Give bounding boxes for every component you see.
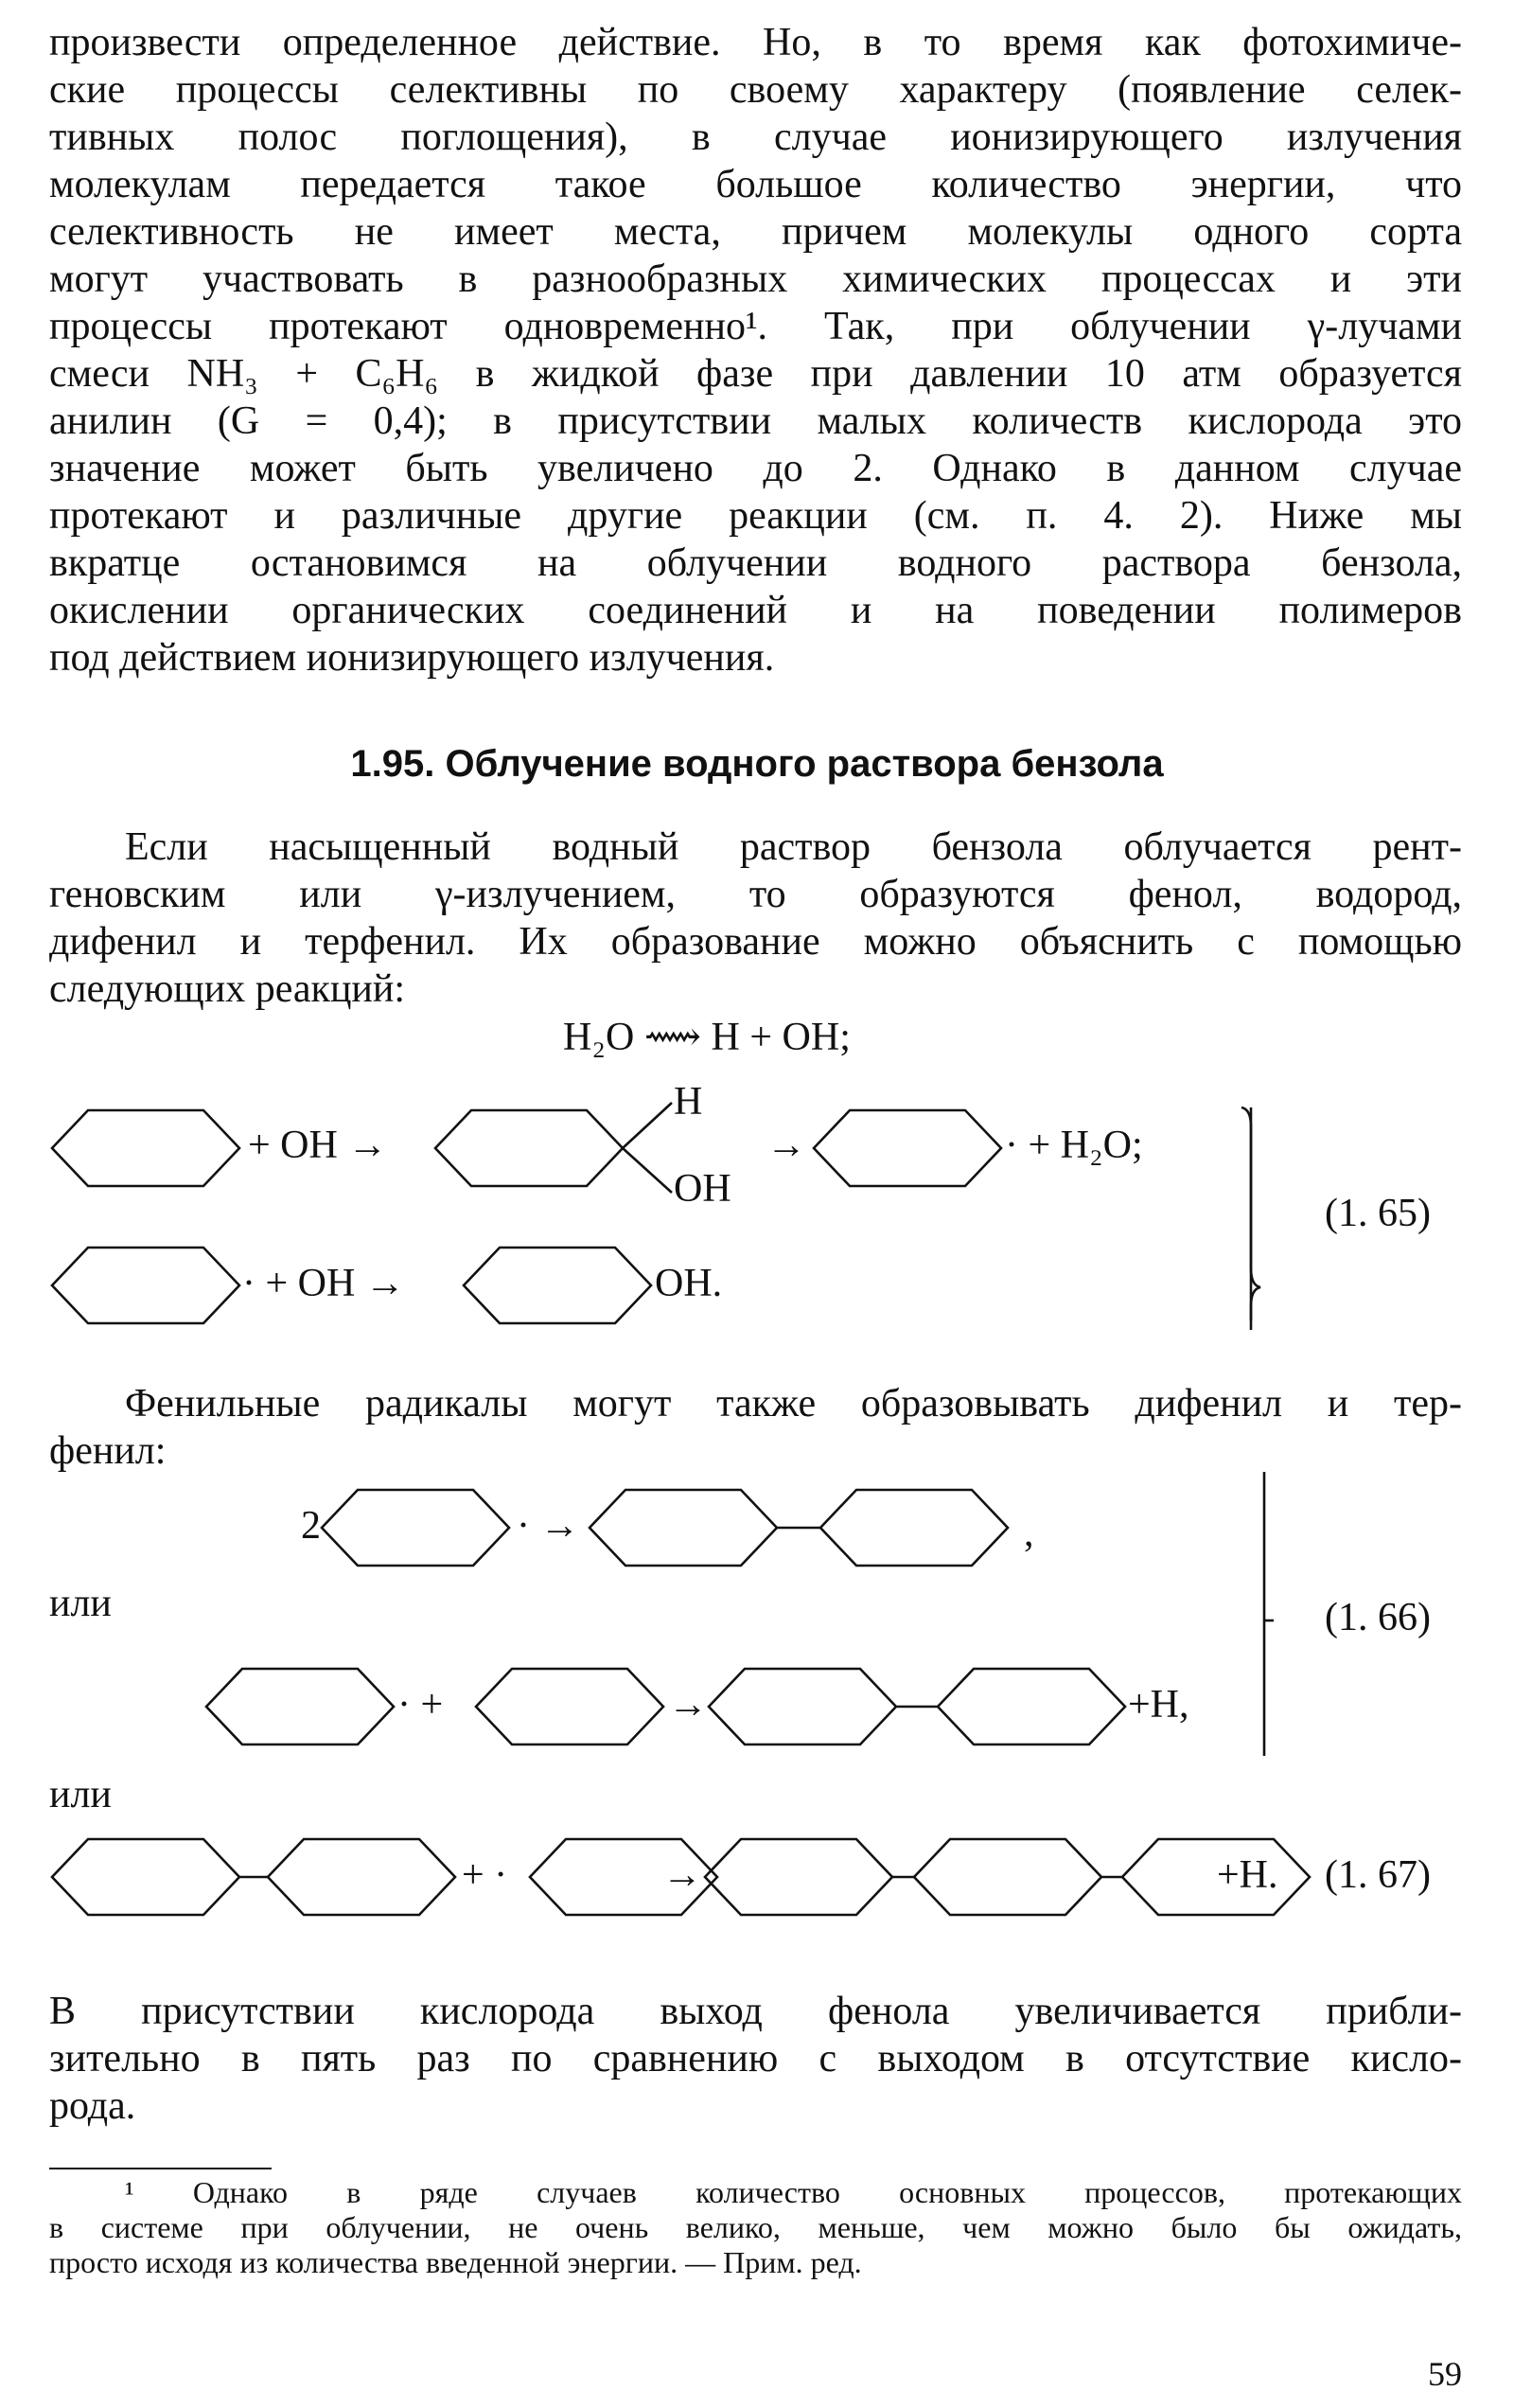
text-line: молекулам передается такое большое количество энергии, что (49, 163, 1462, 206)
biphenyl-ring-1 (52, 1839, 239, 1915)
page-number: 59 (1428, 2355, 1462, 2393)
text-line: дифенил и терфенил. Их образование можно объяснить с помощью (49, 920, 1462, 964)
equation-water-radiolysis: H₂O ⟿ H + OH; (563, 1016, 851, 1059)
eq165-h: H (674, 1080, 703, 1124)
eq165-oh: OH (674, 1167, 731, 1211)
or-word-2: или (49, 1773, 112, 1816)
eq165-phenol-oh: OH. (655, 1262, 723, 1305)
text-line: тивных полос поглощения), в случае ионизирующего излучения (49, 115, 1462, 159)
phenol-ring (464, 1248, 651, 1323)
phenyl-radical-ring (322, 1490, 509, 1566)
text-line: геновским или γ-излучением, то образуются фенол, водород, (49, 873, 1462, 916)
equation-number-1-67: (1. 67) (1325, 1853, 1431, 1897)
text-line: фенил: (49, 1429, 167, 1473)
benzene-ring (476, 1669, 663, 1744)
biphenyl-ring-1 (709, 1669, 896, 1744)
or-word-1: или (49, 1582, 112, 1625)
phenyl-radical-ring (206, 1669, 394, 1744)
phenyl-radical-ring (814, 1110, 1001, 1186)
eq166-arrow: → (668, 1683, 708, 1726)
biphenyl-ring-1 (590, 1490, 777, 1566)
text-line: процессы протекают одновременно¹. Так, при облучении γ-лучами (49, 305, 1462, 348)
text-line: смеси NH₃ + C₆H₆ в жидкой фазе при давлении 10 атм образуется (49, 352, 1462, 396)
footnote (49, 2175, 1462, 2280)
eq165-tail: · + H₂O; (1005, 1124, 1143, 1167)
footnote-divider (49, 2168, 272, 2169)
equation-number-1-65: (1. 65) (1325, 1192, 1431, 1235)
text-line: окислении органических соединений и на поведении полимеров (49, 589, 1462, 632)
benzene-ring (52, 1110, 239, 1186)
eq166-dot-arrow: · → (517, 1504, 580, 1548)
phenyl-radical-ring (52, 1248, 239, 1323)
footnote-line: просто исходя из количества введенной энергии. — Прим. ред. (49, 2245, 862, 2279)
bond-h (623, 1103, 672, 1148)
eq165-plus-oh-2: · + OH → (242, 1262, 405, 1305)
text-line: значение может быть увеличено до 2. Однако в данном случае (49, 447, 1462, 490)
text-line: протекают и различные другие реакции (см. п. 4. 2). Ниже мы (49, 494, 1462, 538)
eq166-comma: , (1024, 1512, 1034, 1555)
text-line: вкратце остановимся на облучении водного раствора бензола, (49, 541, 1462, 585)
text-line: Фенильные радикалы могут также образовывать дифенил и тер- (125, 1382, 1462, 1425)
text-line: Если насыщенный водный раствор бензола облучается рент- (125, 825, 1462, 869)
text-line: анилин (G = 0,4); в присутствии малых количеств кислорода это (49, 399, 1462, 443)
eq166-coefficient: 2 (301, 1504, 321, 1548)
text-line: под действием ионизирующего излучения. (49, 636, 775, 680)
bond-oh (623, 1148, 672, 1193)
text-line: зительно в пять раз по сравнению с выходом в отсутствие кисло- (49, 2037, 1462, 2080)
biphenyl-ring-2 (938, 1669, 1125, 1744)
eq166-tail: +H, (1128, 1683, 1189, 1726)
eq165-arrow: → (766, 1124, 806, 1167)
text-line: В присутствии кислорода выход фенола увеличивается прибли- (49, 1990, 1462, 2033)
biphenyl-ring-2 (268, 1839, 455, 1915)
eq167-tail: +H. (1217, 1853, 1278, 1897)
text-line: могут участвовать в разнообразных химических процессах и эти (49, 257, 1462, 301)
text-line: следующих реакций: (49, 967, 406, 1011)
paragraph-3 (49, 1380, 1462, 1475)
terphenyl-ring-2 (914, 1839, 1101, 1915)
cyclohexadienyl-ring (435, 1110, 623, 1186)
text-line: произвести определенное действие. Но, в то время как фотохимиче- (49, 21, 1462, 64)
eq165-plus-oh: + OH → (248, 1124, 388, 1167)
footnote-line: в системе при облучении, не очень велико, меньше, чем можно было бы ожидать, (49, 2210, 1462, 2244)
section-heading: 1.95. Облучение водного раствора бензола (350, 743, 1164, 785)
paragraph-4 (49, 1988, 1462, 2130)
text-line: селективность не имеет места, причем молекулы одного сорта (49, 210, 1462, 254)
text-line: ские процессы селективны по своему характеру (появление селек- (49, 68, 1462, 112)
terphenyl-ring-3 (1122, 1839, 1310, 1915)
eq167-arrow: → (662, 1853, 702, 1897)
equation-number-1-66: (1. 66) (1325, 1596, 1431, 1639)
text-line: рода. (49, 2084, 136, 2128)
terphenyl-ring-1 (705, 1839, 892, 1915)
biphenyl-ring-2 (820, 1490, 1008, 1566)
eq167-plus-dot: + · (462, 1853, 508, 1897)
eq166-dot-plus: · + (397, 1683, 444, 1726)
footnote-line: ¹ Однако в ряде случаев количество основных процессов, протекающих (125, 2175, 1462, 2209)
